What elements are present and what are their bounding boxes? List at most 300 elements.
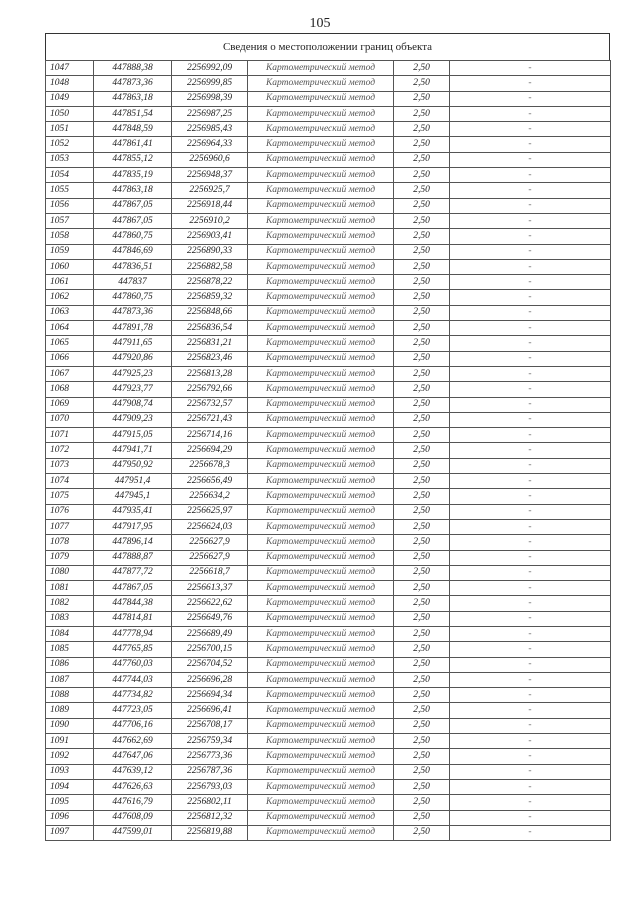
accuracy-cell: 2,50: [394, 259, 450, 274]
table-row: [46, 213, 611, 228]
method-cell: Картометрический метод: [248, 412, 394, 427]
description-cell: -: [450, 657, 611, 672]
method-cell: Картометрический метод: [248, 275, 394, 290]
table-row: [46, 825, 611, 840]
coord-x-cell: 447814,81: [94, 611, 172, 626]
coord-x-cell: 447626,63: [94, 779, 172, 794]
coord-x-cell: 447908,74: [94, 397, 172, 412]
description-cell: -: [450, 351, 611, 366]
coord-x-cell: 447734,82: [94, 688, 172, 703]
description-cell: -: [450, 321, 611, 336]
method-cell: Картометрический метод: [248, 550, 394, 565]
table-row: [46, 474, 611, 489]
point-number-cell: 1061: [46, 275, 94, 290]
method-cell: Картометрический метод: [248, 535, 394, 550]
description-cell: -: [450, 474, 611, 489]
coord-y-cell: 2256878,22: [172, 275, 248, 290]
coord-x-cell: 447836,51: [94, 259, 172, 274]
coord-x-cell: 447896,14: [94, 535, 172, 550]
method-cell: Картометрический метод: [248, 749, 394, 764]
coord-y-cell: 2256813,28: [172, 366, 248, 381]
section-title: Сведения о местоположении границ объекта: [45, 33, 610, 60]
coord-y-cell: 2256696,28: [172, 672, 248, 687]
coord-y-cell: 2256714,16: [172, 428, 248, 443]
description-cell: -: [450, 76, 611, 91]
coord-y-cell: 2256992,09: [172, 61, 248, 76]
coord-x-cell: 447951,4: [94, 474, 172, 489]
method-cell: Картометрический метод: [248, 152, 394, 167]
coord-y-cell: 2256625,97: [172, 504, 248, 519]
coord-x-cell: 447860,75: [94, 290, 172, 305]
accuracy-cell: 2,50: [394, 443, 450, 458]
coord-x-cell: 447909,23: [94, 412, 172, 427]
coord-y-cell: 2256793,03: [172, 779, 248, 794]
accuracy-cell: 2,50: [394, 382, 450, 397]
table-row: [46, 749, 611, 764]
point-number-cell: 1055: [46, 183, 94, 198]
coord-x-cell: 447608,09: [94, 810, 172, 825]
point-number-cell: 1092: [46, 749, 94, 764]
coord-x-cell: 447851,54: [94, 106, 172, 121]
coord-y-cell: 2256823,46: [172, 351, 248, 366]
description-cell: -: [450, 213, 611, 228]
accuracy-cell: 2,50: [394, 734, 450, 749]
method-cell: Картометрический метод: [248, 428, 394, 443]
description-cell: -: [450, 183, 611, 198]
table-row: [46, 183, 611, 198]
accuracy-cell: 2,50: [394, 474, 450, 489]
description-cell: -: [450, 703, 611, 718]
description-cell: -: [450, 244, 611, 259]
accuracy-cell: 2,50: [394, 795, 450, 810]
accuracy-cell: 2,50: [394, 137, 450, 152]
method-cell: Картометрический метод: [248, 474, 394, 489]
coord-y-cell: 2256759,34: [172, 734, 248, 749]
accuracy-cell: 2,50: [394, 642, 450, 657]
table-row: [46, 137, 611, 152]
coord-x-cell: 447950,92: [94, 458, 172, 473]
method-cell: Картометрический метод: [248, 351, 394, 366]
point-number-cell: 1049: [46, 91, 94, 106]
description-cell: -: [450, 779, 611, 794]
description-cell: -: [450, 198, 611, 213]
coord-x-cell: 447891,78: [94, 321, 172, 336]
coord-x-cell: 447837: [94, 275, 172, 290]
point-number-cell: 1094: [46, 779, 94, 794]
description-cell: -: [450, 581, 611, 596]
point-number-cell: 1067: [46, 366, 94, 381]
coord-y-cell: 2256998,39: [172, 91, 248, 106]
point-number-cell: 1052: [46, 137, 94, 152]
coord-x-cell: 447744,03: [94, 672, 172, 687]
point-number-cell: 1086: [46, 657, 94, 672]
coord-x-cell: 447765,85: [94, 642, 172, 657]
coord-y-cell: 2256721,43: [172, 412, 248, 427]
coord-x-cell: 447915,05: [94, 428, 172, 443]
description-cell: -: [450, 458, 611, 473]
coord-x-cell: 447923,77: [94, 382, 172, 397]
description-cell: -: [450, 412, 611, 427]
coord-y-cell: 2256773,36: [172, 749, 248, 764]
coord-x-cell: 447778,94: [94, 626, 172, 641]
method-cell: Картометрический метод: [248, 290, 394, 305]
description-cell: -: [450, 443, 611, 458]
coord-y-cell: 2256792,66: [172, 382, 248, 397]
table-row: [46, 152, 611, 167]
point-number-cell: 1082: [46, 596, 94, 611]
point-number-cell: 1063: [46, 305, 94, 320]
description-cell: -: [450, 91, 611, 106]
description-cell: -: [450, 749, 611, 764]
accuracy-cell: 2,50: [394, 122, 450, 137]
accuracy-cell: 2,50: [394, 703, 450, 718]
table-row: [46, 76, 611, 91]
point-number-cell: 1077: [46, 519, 94, 534]
point-number-cell: 1090: [46, 718, 94, 733]
method-cell: Картометрический метод: [248, 581, 394, 596]
point-number-cell: 1074: [46, 474, 94, 489]
table-row: [46, 611, 611, 626]
accuracy-cell: 2,50: [394, 152, 450, 167]
point-number-cell: 1073: [46, 458, 94, 473]
method-cell: Картометрический метод: [248, 764, 394, 779]
coord-y-cell: 2256694,34: [172, 688, 248, 703]
accuracy-cell: 2,50: [394, 825, 450, 840]
point-number-cell: 1078: [46, 535, 94, 550]
method-cell: Картометрический метод: [248, 718, 394, 733]
table-row: [46, 657, 611, 672]
method-cell: Картометрический метод: [248, 734, 394, 749]
description-cell: -: [450, 565, 611, 580]
point-number-cell: 1070: [46, 412, 94, 427]
point-number-cell: 1076: [46, 504, 94, 519]
point-number-cell: 1096: [46, 810, 94, 825]
method-cell: Картометрический метод: [248, 259, 394, 274]
method-cell: Картометрический метод: [248, 382, 394, 397]
description-cell: -: [450, 305, 611, 320]
accuracy-cell: 2,50: [394, 351, 450, 366]
description-cell: -: [450, 611, 611, 626]
coord-x-cell: 447911,65: [94, 336, 172, 351]
accuracy-cell: 2,50: [394, 275, 450, 290]
point-number-cell: 1079: [46, 550, 94, 565]
method-cell: Картометрический метод: [248, 626, 394, 641]
coord-x-cell: 447855,12: [94, 152, 172, 167]
method-cell: Картометрический метод: [248, 657, 394, 672]
coord-x-cell: 447846,69: [94, 244, 172, 259]
method-cell: Картометрический метод: [248, 795, 394, 810]
coord-y-cell: 2256618,7: [172, 565, 248, 580]
coord-x-cell: 447863,18: [94, 91, 172, 106]
table-row: [46, 718, 611, 733]
point-number-cell: 1072: [46, 443, 94, 458]
method-cell: Картометрический метод: [248, 305, 394, 320]
accuracy-cell: 2,50: [394, 688, 450, 703]
description-cell: -: [450, 642, 611, 657]
description-cell: -: [450, 275, 611, 290]
table-row: [46, 535, 611, 550]
accuracy-cell: 2,50: [394, 626, 450, 641]
table-row: [46, 305, 611, 320]
table-row: [46, 779, 611, 794]
coord-y-cell: 2256836,54: [172, 321, 248, 336]
point-number-cell: 1066: [46, 351, 94, 366]
coord-x-cell: 447848,59: [94, 122, 172, 137]
method-cell: Картометрический метод: [248, 137, 394, 152]
description-cell: -: [450, 626, 611, 641]
method-cell: Картометрический метод: [248, 519, 394, 534]
coord-y-cell: 2256634,2: [172, 489, 248, 504]
coord-x-cell: 447925,23: [94, 366, 172, 381]
point-number-cell: 1058: [46, 229, 94, 244]
accuracy-cell: 2,50: [394, 672, 450, 687]
coord-x-cell: 447935,41: [94, 504, 172, 519]
coord-y-cell: 2256622,62: [172, 596, 248, 611]
accuracy-cell: 2,50: [394, 764, 450, 779]
coord-y-cell: 2256948,37: [172, 168, 248, 183]
coord-y-cell: 2256694,29: [172, 443, 248, 458]
coord-y-cell: 2256812,32: [172, 810, 248, 825]
coordinates-sheet: [45, 33, 610, 841]
method-cell: Картометрический метод: [248, 321, 394, 336]
coord-x-cell: 447888,38: [94, 61, 172, 76]
method-cell: Картометрический метод: [248, 825, 394, 840]
point-number-cell: 1069: [46, 397, 94, 412]
table-row: [46, 565, 611, 580]
table-row: [46, 275, 611, 290]
table-row: [46, 229, 611, 244]
coord-y-cell: 2256999,85: [172, 76, 248, 91]
accuracy-cell: 2,50: [394, 397, 450, 412]
point-number-cell: 1083: [46, 611, 94, 626]
description-cell: -: [450, 397, 611, 412]
table-row: [46, 366, 611, 381]
coord-y-cell: 2256819,88: [172, 825, 248, 840]
accuracy-cell: 2,50: [394, 535, 450, 550]
accuracy-cell: 2,50: [394, 229, 450, 244]
method-cell: Картометрический метод: [248, 565, 394, 580]
accuracy-cell: 2,50: [394, 213, 450, 228]
method-cell: Картометрический метод: [248, 489, 394, 504]
point-number-cell: 1088: [46, 688, 94, 703]
method-cell: Картометрический метод: [248, 779, 394, 794]
coord-x-cell: 447867,05: [94, 581, 172, 596]
description-cell: -: [450, 366, 611, 381]
table-row: [46, 642, 611, 657]
point-number-cell: 1075: [46, 489, 94, 504]
method-cell: Картометрический метод: [248, 198, 394, 213]
coord-y-cell: 2256802,11: [172, 795, 248, 810]
point-number-cell: 1089: [46, 703, 94, 718]
accuracy-cell: 2,50: [394, 366, 450, 381]
coord-x-cell: 447647,06: [94, 749, 172, 764]
table-row: [46, 550, 611, 565]
accuracy-cell: 2,50: [394, 336, 450, 351]
coord-y-cell: 2256890,33: [172, 244, 248, 259]
method-cell: Картометрический метод: [248, 244, 394, 259]
method-cell: Картометрический метод: [248, 61, 394, 76]
coord-x-cell: 447867,05: [94, 213, 172, 228]
method-cell: Картометрический метод: [248, 168, 394, 183]
description-cell: -: [450, 152, 611, 167]
description-cell: -: [450, 489, 611, 504]
method-cell: Картометрический метод: [248, 76, 394, 91]
table-row: [46, 519, 611, 534]
method-cell: Картометрический метод: [248, 106, 394, 121]
table-row: [46, 626, 611, 641]
point-number-cell: 1065: [46, 336, 94, 351]
table-row: [46, 412, 611, 427]
description-cell: -: [450, 290, 611, 305]
coord-y-cell: 2256708,17: [172, 718, 248, 733]
point-number-cell: 1056: [46, 198, 94, 213]
table-row: [46, 168, 611, 183]
description-cell: -: [450, 718, 611, 733]
coord-x-cell: 447873,36: [94, 76, 172, 91]
description-cell: -: [450, 734, 611, 749]
coord-y-cell: 2256649,76: [172, 611, 248, 626]
page-number: 105: [309, 16, 331, 31]
accuracy-cell: 2,50: [394, 596, 450, 611]
point-number-cell: 1093: [46, 764, 94, 779]
coord-y-cell: 2256964,33: [172, 137, 248, 152]
point-number-cell: 1057: [46, 213, 94, 228]
coord-y-cell: 2256656,49: [172, 474, 248, 489]
description-cell: -: [450, 795, 611, 810]
accuracy-cell: 2,50: [394, 61, 450, 76]
coord-x-cell: 447877,72: [94, 565, 172, 580]
table-row: [46, 458, 611, 473]
method-cell: Картометрический метод: [248, 688, 394, 703]
coord-y-cell: 2256910,2: [172, 213, 248, 228]
accuracy-cell: 2,50: [394, 458, 450, 473]
coord-x-cell: 447945,1: [94, 489, 172, 504]
description-cell: -: [450, 336, 611, 351]
coord-x-cell: 447616,79: [94, 795, 172, 810]
description-cell: -: [450, 550, 611, 565]
description-cell: -: [450, 504, 611, 519]
accuracy-cell: 2,50: [394, 718, 450, 733]
coord-y-cell: 2256627,9: [172, 550, 248, 565]
accuracy-cell: 2,50: [394, 779, 450, 794]
point-number-cell: 1084: [46, 626, 94, 641]
accuracy-cell: 2,50: [394, 581, 450, 596]
coord-y-cell: 2256787,36: [172, 764, 248, 779]
table-row: [46, 122, 611, 137]
table-row: [46, 259, 611, 274]
coord-y-cell: 2256960,6: [172, 152, 248, 167]
method-cell: Картометрический метод: [248, 458, 394, 473]
accuracy-cell: 2,50: [394, 183, 450, 198]
table-row: [46, 382, 611, 397]
accuracy-cell: 2,50: [394, 91, 450, 106]
accuracy-cell: 2,50: [394, 489, 450, 504]
coord-x-cell: 447941,71: [94, 443, 172, 458]
point-number-cell: 1095: [46, 795, 94, 810]
description-cell: -: [450, 596, 611, 611]
coord-y-cell: 2256848,66: [172, 305, 248, 320]
description-cell: -: [450, 137, 611, 152]
description-cell: -: [450, 672, 611, 687]
table-row: [46, 290, 611, 305]
method-cell: Картометрический метод: [248, 703, 394, 718]
accuracy-cell: 2,50: [394, 290, 450, 305]
coord-x-cell: 447867,05: [94, 198, 172, 213]
coord-x-cell: 447760,03: [94, 657, 172, 672]
table-row: [46, 703, 611, 718]
point-number-cell: 1071: [46, 428, 94, 443]
method-cell: Картометрический метод: [248, 611, 394, 626]
accuracy-cell: 2,50: [394, 657, 450, 672]
point-number-cell: 1047: [46, 61, 94, 76]
accuracy-cell: 2,50: [394, 412, 450, 427]
coord-x-cell: 447723,05: [94, 703, 172, 718]
point-number-cell: 1064: [46, 321, 94, 336]
coord-y-cell: 2256831,21: [172, 336, 248, 351]
point-number-cell: 1080: [46, 565, 94, 580]
table-row: [46, 443, 611, 458]
accuracy-cell: 2,50: [394, 749, 450, 764]
table-row: [46, 321, 611, 336]
coord-x-cell: 447917,95: [94, 519, 172, 534]
method-cell: Картометрический метод: [248, 213, 394, 228]
description-cell: -: [450, 688, 611, 703]
description-cell: -: [450, 519, 611, 534]
point-number-cell: 1081: [46, 581, 94, 596]
table-body: [46, 61, 611, 841]
coord-y-cell: 2256985,43: [172, 122, 248, 137]
method-cell: Картометрический метод: [248, 91, 394, 106]
coord-x-cell: 447863,18: [94, 183, 172, 198]
description-cell: -: [450, 825, 611, 840]
coord-x-cell: 447835,19: [94, 168, 172, 183]
point-number-cell: 1087: [46, 672, 94, 687]
coord-y-cell: 2256627,9: [172, 535, 248, 550]
method-cell: Картометрический метод: [248, 596, 394, 611]
method-cell: Картометрический метод: [248, 504, 394, 519]
table-row: [46, 504, 611, 519]
point-number-cell: 1097: [46, 825, 94, 840]
coord-y-cell: 2256987,25: [172, 106, 248, 121]
coord-y-cell: 2256700,15: [172, 642, 248, 657]
table-row: [46, 198, 611, 213]
table-row: [46, 91, 611, 106]
point-number-cell: 1054: [46, 168, 94, 183]
method-cell: Картометрический метод: [248, 642, 394, 657]
description-cell: -: [450, 168, 611, 183]
method-cell: Картометрический метод: [248, 672, 394, 687]
accuracy-cell: 2,50: [394, 106, 450, 121]
accuracy-cell: 2,50: [394, 611, 450, 626]
accuracy-cell: 2,50: [394, 244, 450, 259]
table-row: [46, 734, 611, 749]
coord-y-cell: 2256882,58: [172, 259, 248, 274]
coord-y-cell: 2256624,03: [172, 519, 248, 534]
point-number-cell: 1062: [46, 290, 94, 305]
point-number-cell: 1060: [46, 259, 94, 274]
point-number-cell: 1048: [46, 76, 94, 91]
table-row: [46, 351, 611, 366]
accuracy-cell: 2,50: [394, 76, 450, 91]
point-number-cell: 1051: [46, 122, 94, 137]
coord-x-cell: 447860,75: [94, 229, 172, 244]
boundary-points-table: [45, 60, 611, 841]
coord-y-cell: 2256732,57: [172, 397, 248, 412]
description-cell: -: [450, 382, 611, 397]
point-number-cell: 1053: [46, 152, 94, 167]
accuracy-cell: 2,50: [394, 550, 450, 565]
accuracy-cell: 2,50: [394, 428, 450, 443]
